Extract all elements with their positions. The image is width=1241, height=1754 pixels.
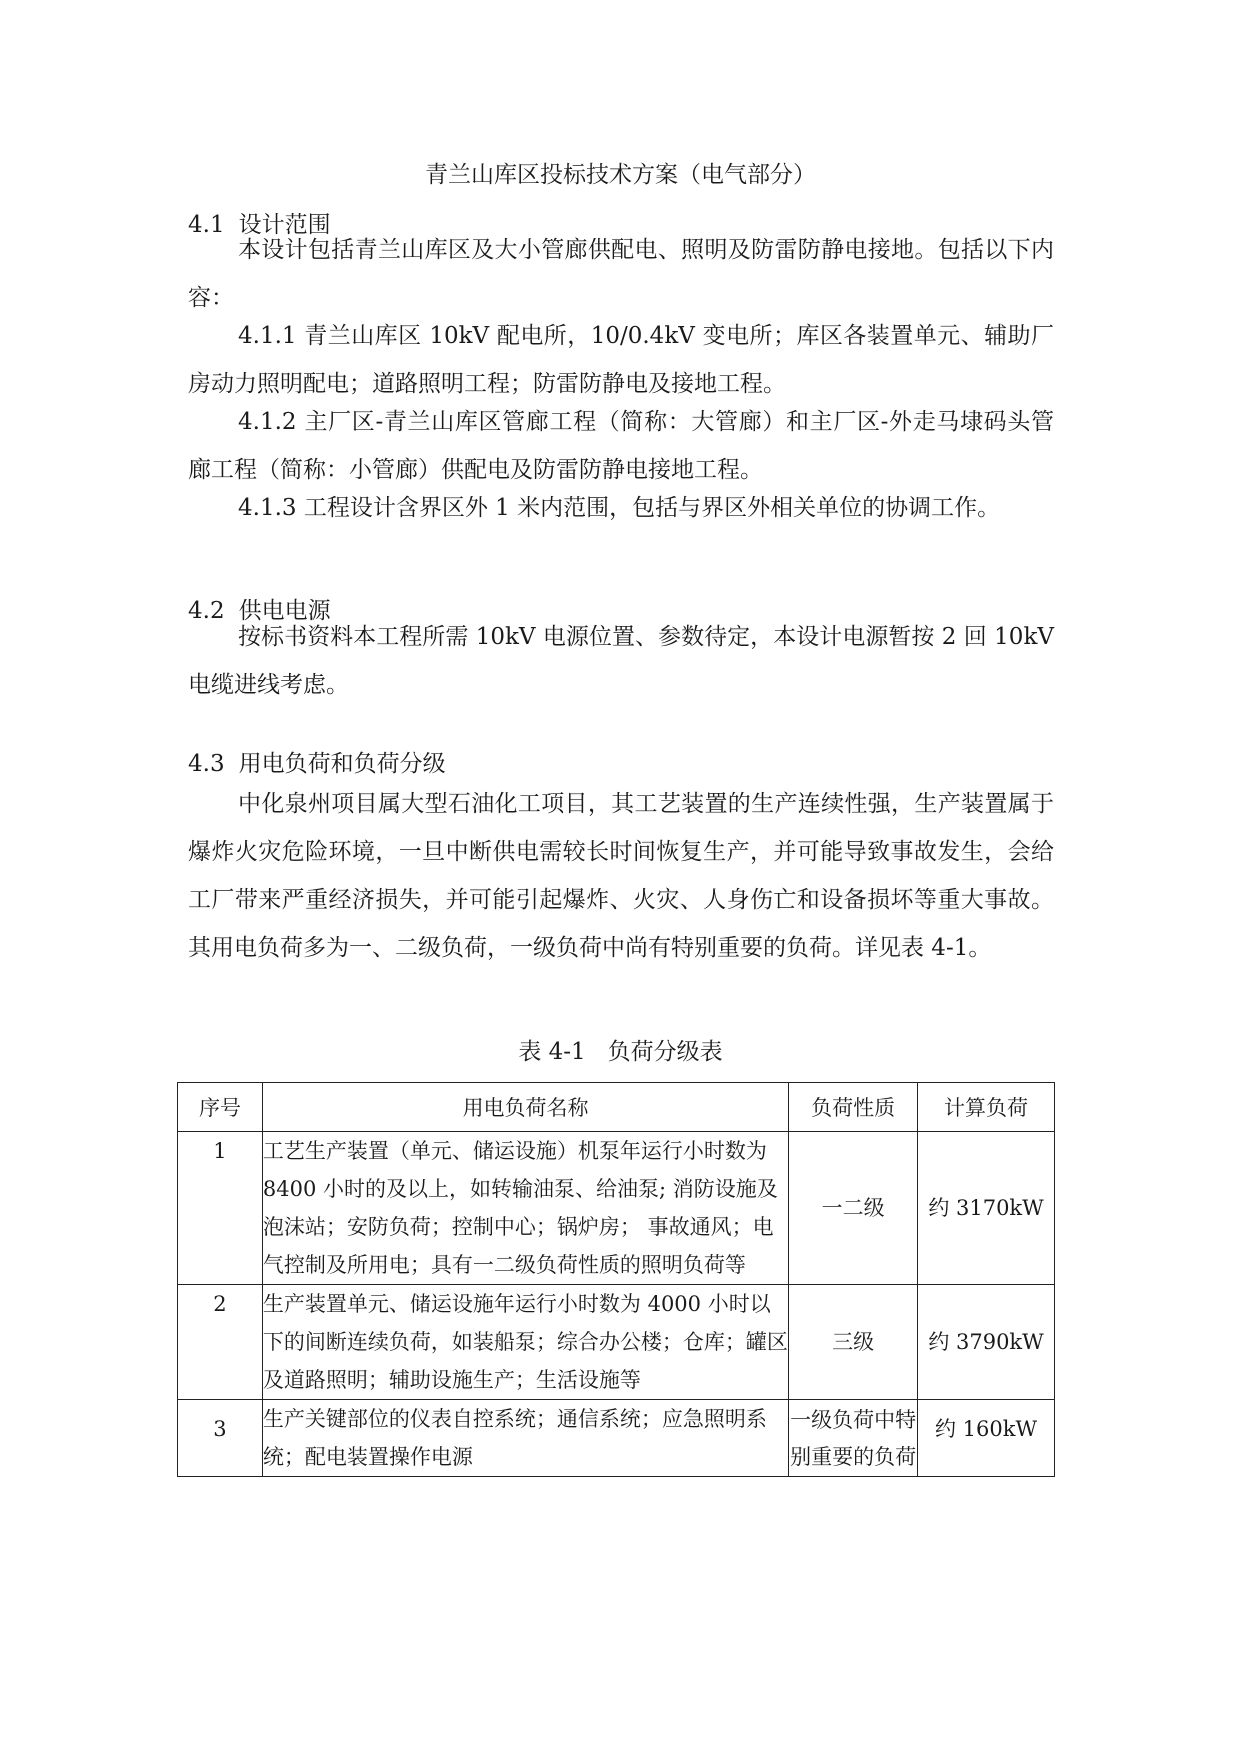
cell-calculated-load: 约 160kW (918, 1400, 1055, 1477)
header-calculated-load: 计算负荷 (918, 1083, 1055, 1132)
cell-serial-number: 1 (178, 1132, 263, 1285)
table-row (178, 1400, 1055, 1477)
cell-load-property: 一级负荷中特别重要的负荷 (789, 1400, 918, 1477)
cell-serial-number: 3 (178, 1400, 263, 1477)
table-row (178, 1132, 1055, 1285)
section-title: 设计范围 (238, 212, 331, 238)
header-load-property: 负荷性质 (789, 1083, 918, 1132)
section-number: 4.3 (188, 751, 225, 777)
scope-item-4-1-3: 4.1.3 工程设计含界区外 1 米内范围，包括与界区外相关单位的协调工作。 (238, 495, 1001, 521)
cell-calculated-load: 约 3170kW (918, 1132, 1055, 1285)
load-classification-table (177, 1082, 1055, 1477)
cell-serial-number: 2 (178, 1285, 263, 1400)
cell-calculated-load: 约 3790kW (918, 1285, 1055, 1400)
table-caption-title: 负荷分级表 (607, 1039, 723, 1065)
section-heading-4-3 (188, 747, 446, 781)
section-title: 供电电源 (238, 598, 331, 624)
cell-load-name: 生产装置单元、储运设施年运行小时数为 4000 小时以下的间断连续负荷，如装船泵；综合办公楼；仓库；罐区及道路照明；辅助设施生产；生活设施等 (262, 1285, 788, 1400)
cell-load-name: 生产关键部位的仪表自控系统；通信系统；应急照明系统；配电装置操作电源 (262, 1400, 788, 1477)
table-caption-number: 表 4-1 (518, 1039, 586, 1065)
header-serial-number: 序号 (178, 1083, 263, 1132)
section-intro-paragraph: 本设计包括青兰山库区及大小管廊供配电、照明及防雷防静电接地。包括以下内容： (188, 237, 1054, 311)
table-header-row (178, 1083, 1055, 1132)
scope-item-4-1-1: 4.1.1 青兰山库区 10kV 配电所，10/0.4kV 变电所；库区各装置单元、辅助厂房动力照明配电；道路照明工程；防雷防静电及接地工程。 (188, 323, 1054, 397)
scope-item-4-1-2: 4.1.2 主厂区-青兰山库区管廊工程（简称：大管廊）和主厂区-外走马埭码头管廊工程（简称：小管廊）供配电及防雷防静电接地工程。 (188, 409, 1054, 483)
section-number: 4.1 (188, 212, 225, 238)
document-title: 青兰山库区投标技术方案（电气部分） (425, 162, 816, 188)
section-number: 4.2 (188, 598, 225, 624)
table-caption (0, 1035, 1241, 1069)
load-classification-paragraph: 中化泉州项目属大型石油化工项目，其工艺装置的生产连续性强，生产装置属于爆炸火灾危险环境，一旦中断供电需较长时间恢复生产，并可能导致事故发生，会给工厂带来严重经济损失，并可能引起爆炸、火灾、人身伤亡和设备损坏等重大事故。其用电负荷多为一、二级负荷，一级负荷中尚有特别重要的负荷。详见表 4-1。 (188, 791, 1054, 961)
section-title: 用电负荷和负荷分级 (238, 751, 446, 777)
cell-load-property: 三级 (789, 1285, 918, 1400)
cell-load-name: 工艺生产装置（单元、储运设施）机泵年运行小时数为 8400 小时的及以上，如转输油泵、给油泵; 消防设施及泡沫站；安防负荷；控制中心；锅炉房； 事故通风；电气控制及所用电；具有一二级负荷性质的照明负荷等 (262, 1132, 788, 1285)
header-load-name: 用电负荷名称 (262, 1083, 788, 1132)
table-row (178, 1285, 1055, 1400)
cell-load-property: 一二级 (789, 1132, 918, 1285)
power-supply-paragraph: 按标书资料本工程所需 10kV 电源位置、参数待定，本设计电源暂按 2 回 10kV 电缆进线考虑。 (188, 624, 1054, 698)
